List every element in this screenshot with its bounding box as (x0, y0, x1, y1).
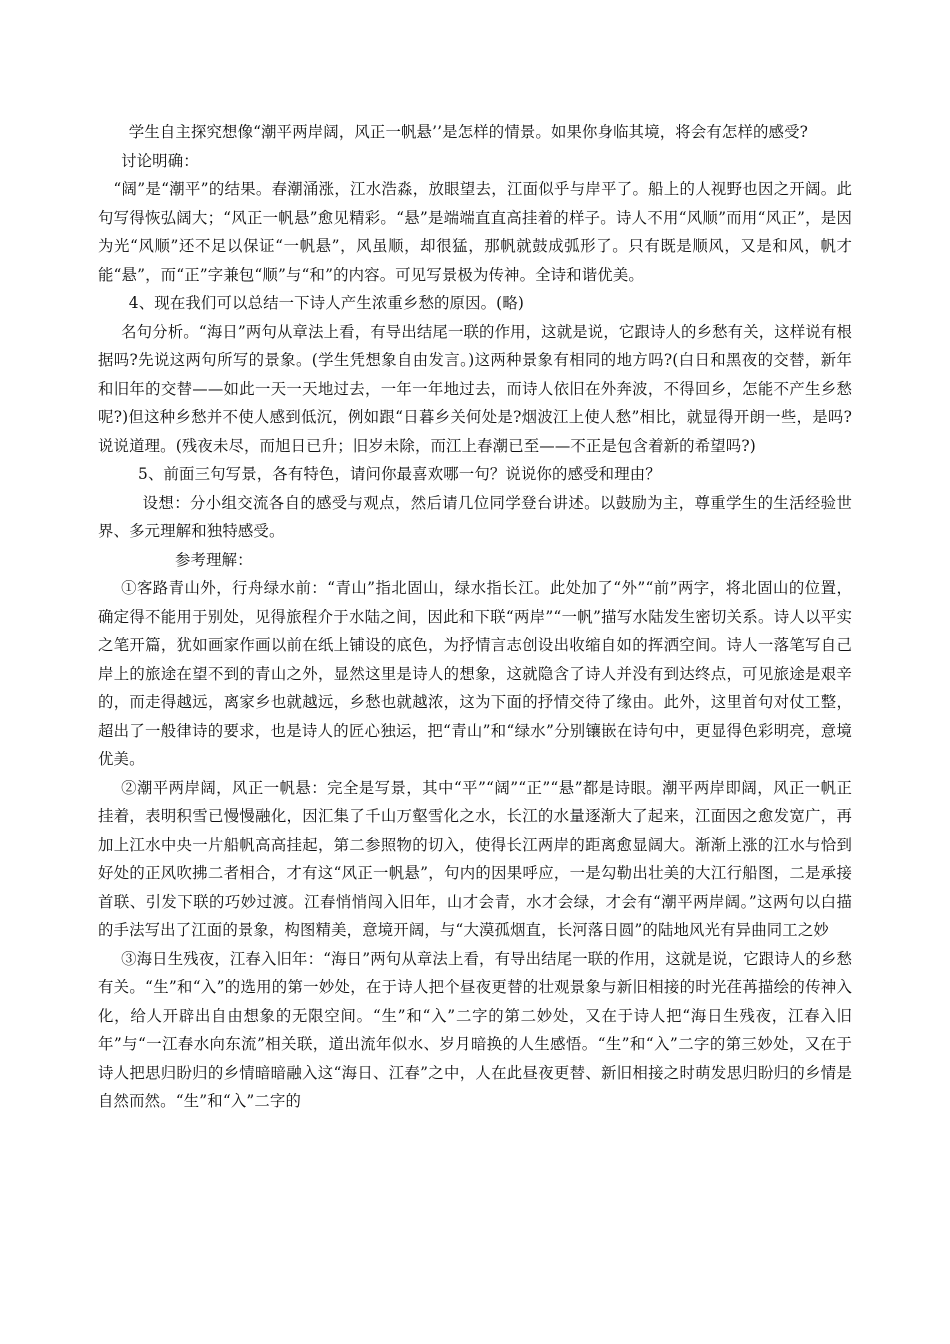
paragraph-discussion-answer: “阔”是“潮平”的结果。春潮涌涨，江水浩淼，放眼望去，江面似乎与岸平了。船上的人视野也因之开阔。此句写得恢弘阔大；“风正一帆悬”愈见精彩。“悬”是端端直直高挂着的样子。诗人不用“风顺”而用“风正”，是因为光“风顺”还不足以保证“一帆悬”，风虽顺，却很猛，那帆就鼓成弧形了。只有既是顺风，又是和风，帆才能“悬”，而“正”字兼包“顺”与“和”的内容。可见写景极为传神。全诗和谐优美。 (98, 180, 852, 284)
paragraph-suggestion: 设想：分小组交流各自的感受与观点，然后请几位同学登台讲述。以鼓励为主，尊重学生的生活经验世界、多元理解和独特感受。 (98, 493, 852, 540)
paragraph-question-5: 5、前面三句写景，各有特色，请问你最喜欢哪一句？说说你的感受和理由？ (138, 465, 661, 483)
paragraph-famous-lines-analysis: 名句分析。“海日”两句从章法上看，有导出结尾一联的作用，这就是说，它跟诗人的乡愁有关，这样说有根据吗?先说这两句所写的景象。(学生凭想象自由发言。)这两种景象有相同的地方吗?(白日和黑夜的交替，新年和旧年的交替——如此一天一天地过去，一年一年地过去，而诗人依旧在外奔波，不得回乡，怎能不产生乡愁呢?)但这种乡愁并不使人感到低沉，例如跟“日暮乡关何处是?烟波江上使人愁”相比，就显得开朗一些，是吗?说说道理。(残夜未尽，而旭日已升；旧岁未除，而江上春潮已至——不正是包含着新的希望吗?) (98, 322, 852, 455)
paragraph-inquiry: 学生自主探究想像“潮平两岸阔，风正一帆悬’’是怎样的情景。如果你身临其境，将会有怎样的感受? (128, 123, 809, 141)
paragraph-reference-1: ①客路青山外，行舟绿水前：“青山”指北固山，绿水指长江。此处加了“外”“前”两字，将北固山的位置，确定得不能用于别处，见得旅程介于水陆之间，因此和下联“两岸”“一帆”描写水陆发生密切关系。诗人以平实之笔开篇，犹如画家作画以前在纸上铺设的底色，为抒情言志创设出收缩自如的挥洒空间。诗人一落笔写自己岸上的旅途在望不到的青山之外，显然这里是诗人的想象，这就隐含了诗人并没有到达终点，可见旅途是艰辛的，而走得越远，离家乡也就越远，乡愁也就越浓，这为下面的抒情交待了缘由。此外，这里首句对仗工整，超出了一般律诗的要求，也是诗人的匠心独运，把“青山”和“绿水”分别镶嵌在诗句中，更显得色彩明亮，意境优美。 (98, 579, 852, 768)
paragraph-reference-2: ②潮平两岸阔，风正一帆悬：完全是写景，其中“平”“阔”“正”“悬”都是诗眼。潮平两岸即阔，风正一帆正挂着，表明积雪已慢慢融化，因汇集了千山万壑雪化之水，长江的水量逐渐大了起来，江面因之愈发宽广，再加上江水中央一片船帆高高挂起，第二参照物的切入，使得长江两岸的距离愈显阔大。渐渐上涨的江水与恰到好处的正风吹拂二者相合，才有这“风正一帆悬”，句内的因果呼应，一是勾勒出壮美的大江行船图，二是承接首联、引发下联的巧妙过渡。江春悄悄闯入旧年，山才会青，水才会绿，才会有“潮平两岸阔。”这两句以白描的手法写出了江面的景象，构图精美，意境开阔，与“大漠孤烟直，长河落日圆”的陆地风光有异曲同工之妙 (98, 778, 852, 939)
paragraph-reference-3: ③海日生残夜，江春入旧年：“海日”两句从章法上看，有导出结尾一联的作用，这就是说，它跟诗人的乡愁有关。“生”和“入”的选用的第一妙处，在于诗人把个昼夜更替的壮观景象与新旧相接的时光荏苒描绘的传神入化，给人开辟出自由想象的无限空间。“生”和“入”二字的第二妙处，又在于诗人把“海日生残夜，江春入旧年”与“一江春水向东流”相关联，道出流年似水、岁月暗换的人生感悟。“生”和“入”二字的第三妙处，又在于诗人把思归盼归的乡情暗暗融入这“海日、江春”之中，人在此昼夜更替、新旧相接之时萌发思归盼归的乡情是自然而然。“生”和“入”二字的 (98, 949, 852, 1110)
paragraph-question-4: 4、现在我们可以总结一下诗人产生浓重乡愁的原因。(略) (128, 294, 525, 312)
paragraph-discussion-heading: 讨论明确： (121, 151, 199, 170)
document-page (98, 118, 852, 1116)
paragraph-reference-heading: 参考理解： (175, 550, 253, 569)
